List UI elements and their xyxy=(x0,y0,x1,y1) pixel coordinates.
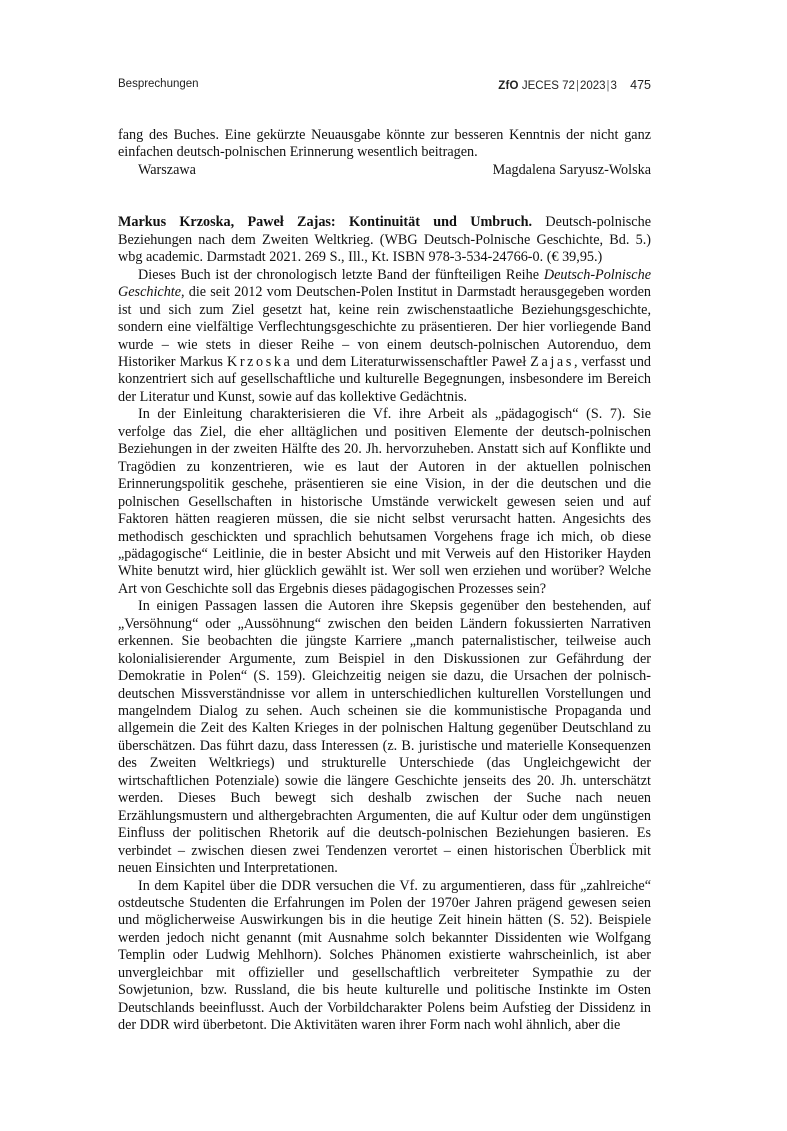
volume: 72 xyxy=(562,80,575,92)
reviewer-name: Magdalena Saryusz-Wolska xyxy=(492,161,651,178)
text-run: , verfasst und konzentriert sich auf gesellschaftliche und kulturelle Begegnungen, insbesondere im Bereich der Literatur und Kunst, sowie auf das kollektive Gedächtnis. xyxy=(118,353,652,405)
text-run: , die seit 2012 vom Deutschen-Polen Institut in Darmstadt herausgegeben worden ist und sich zum Ziel gesetzt hat, keine rein zwischenstaatliche Beziehungsgeschichte, sondern eine vielfältige Verflechtungsgeschichte zu präsentieren. Der hier vorliegende Band wurde – wie stets in dieser Reihe – von einem deutsch-polnischen Autorenduo, dem Historiker Markus xyxy=(118,284,651,370)
journal-info xyxy=(498,78,651,92)
text-run: Dieses Buch ist der chronologisch letzte Band der fünfteiligen Reihe xyxy=(138,266,544,283)
author-name-spaced: Zajas xyxy=(530,353,574,370)
separator: | xyxy=(606,80,610,92)
review-paragraph-2: In der Einleitung charakterisieren die Vf. ihre Arbeit als „pädagogisch“ (S. 7). Sie verfolge das Ziel, die eher alltäglichen und positiven Elemente der deutsch-polnischen Beziehungen in der zweiten Hälfte des 20. Jh. hervorzuheben. Anstatt sich auf Konflikte und Tragödien zu konzentrieren, wie es laut der Autoren in der aktuellen polnischen Erinnerungspolitik geschehe, präsentieren sie eine Vision, in der die deutschen und die polnischen Gesellschaften in historische Umstände verwickelt gewesen seien und auf Faktoren hätten reagieren müssen, die sie nicht selbst verursacht hatten. Angesichts des methodisch geschickten und sprachlich behutsamen Vorgehens frage ich mich, ob diese „pädagogische“ Leitlinie, die in bester Absicht und mit Verweis auf den Historiker Hayden White benutzt wird, hier glücklich gewählt ist. Wer soll wen erziehen und worüber? Welche Art von Geschichte soll das Ergebnis dieses pädagogischen Prozesses sein? xyxy=(118,406,651,597)
series-title: Deutsch-Polnische Geschichte xyxy=(118,266,651,301)
issue: 3 xyxy=(610,80,617,92)
journal-abbrev: ZfO xyxy=(498,80,519,92)
previous-review-closing: fang des Buches. Eine gekürzte Neuausgabe könnte zur besseren Kenntnis der nicht ganz einfachen deutsch-polnischen Erinnerung wesentlich beitragen. xyxy=(118,127,651,161)
text-run: und dem Literaturwissenschaftler Paweł xyxy=(292,353,531,370)
separator: | xyxy=(575,80,579,92)
year: 2023 xyxy=(579,80,606,92)
review-bibliographic-details: Deutsch-polnische Beziehungen nach dem Zweiten Weltkrieg. (WBG Deutsch-Polnische Geschichte, Bd. 5.) wbg academic. Darmstadt 2021. 269 S., Ill., Kt. ISBN 978-3-534-24766-0. (€ 39,95.) xyxy=(118,214,651,266)
review-separator xyxy=(118,179,651,214)
previous-review-signature xyxy=(118,162,651,179)
page-number: 475 xyxy=(630,78,651,92)
review-citation xyxy=(118,214,651,266)
review-paragraph-3: In einigen Passagen lassen die Autoren ihre Skepsis gegenüber den bestehenden, auf „Versöhnung“ oder „Aussöhnung“ zwischen den beiden Ländern fokussierten Narrativen erkennen. Sie beobachten die jüngste Karriere „manch paternalistischer, teilweise auch kolonialisierender Argumente, zum Beispiel in den Diskussionen zur Gefährdung der Demokratie in Polen“ (S. 159). Gleichzeitig neigen sie dazu, die Ursachen der polnisch-deutschen Missverständnisse vor allem in unterschiedlichen kulturellen Vorstellungen und mangelndem Dialog zu sehen. Auch scheinen sie die kommunistische Propaganda und allgemein die Zeit des Kalten Krieges in der polnischen Haltung gegenüber Deutschland zu überschätzen. Das führt dazu, dass Interessen (z. B. juristische und materielle Konsequenzen des Zweiten Weltkriegs) und strukturelle Unterschiede (das Ungleichgewicht der wirtschaftlichen Potenziale) sowie die längere Geschichte jenseits des 20. Jh. unterschätzt werden. Dieses Buch bewegt sich deshalb zwischen der Suche nach neuen Erzählungsmustern und althergebrachten Argumenten, die auf Kultur oder dem ungünstigen Einfluss der politischen Rhetorik auf die deutsch-polnischen Beziehungen basieren. Es verbindet – zwischen diesen zwei Tendenzen verortet – einen historischen Überblick mit neuen Einsichten und Interpretationen. xyxy=(118,598,651,877)
reviewer-city: Warszawa xyxy=(138,161,196,178)
review-paragraph-1 xyxy=(118,267,651,407)
review-title: Markus Krzoska, Paweł Zajas: Kontinuität und Umbruch. xyxy=(118,214,533,231)
running-header xyxy=(118,78,651,94)
review-paragraph-4: In dem Kapitel über die DDR versuchen die Vf. zu argumentieren, dass für „zahlreiche“ ostdeutsche Studenten die Erfahrungen im Polen der 1970er Jahren prägend gewesen seien und möglicherweise Auswirkungen bis in die heutige Zeit hinein hätten (S. 52). Beispiele werden jedoch nicht genannt (mit Ausnahme solch bekannter Dissidenten wie Wolfgang Templin oder Ludwig Mehlhorn). Solches Phänomen existierte wahrscheinlich, ist aber unvergleichbar mit offizieller und gesellschaftlich verbreiteter Sympathie zu der Sowjetunion, bzw. Russland, die bis heute kulturelle und politische Instinkte im Osten Deutschlands beeinflusst. Auch der Vorbildcharakter Polens beim Aufstieg der Dissidenz in der DDR wird überbetont. Die Aktivitäten waren ihrer Form nach wohl ähnlich, aber die xyxy=(118,877,651,1034)
section-name: Besprechungen xyxy=(118,78,199,90)
page-body xyxy=(118,127,651,1035)
journal-sub: JECES xyxy=(521,80,559,92)
author-name-spaced: Krzoska xyxy=(226,353,293,370)
